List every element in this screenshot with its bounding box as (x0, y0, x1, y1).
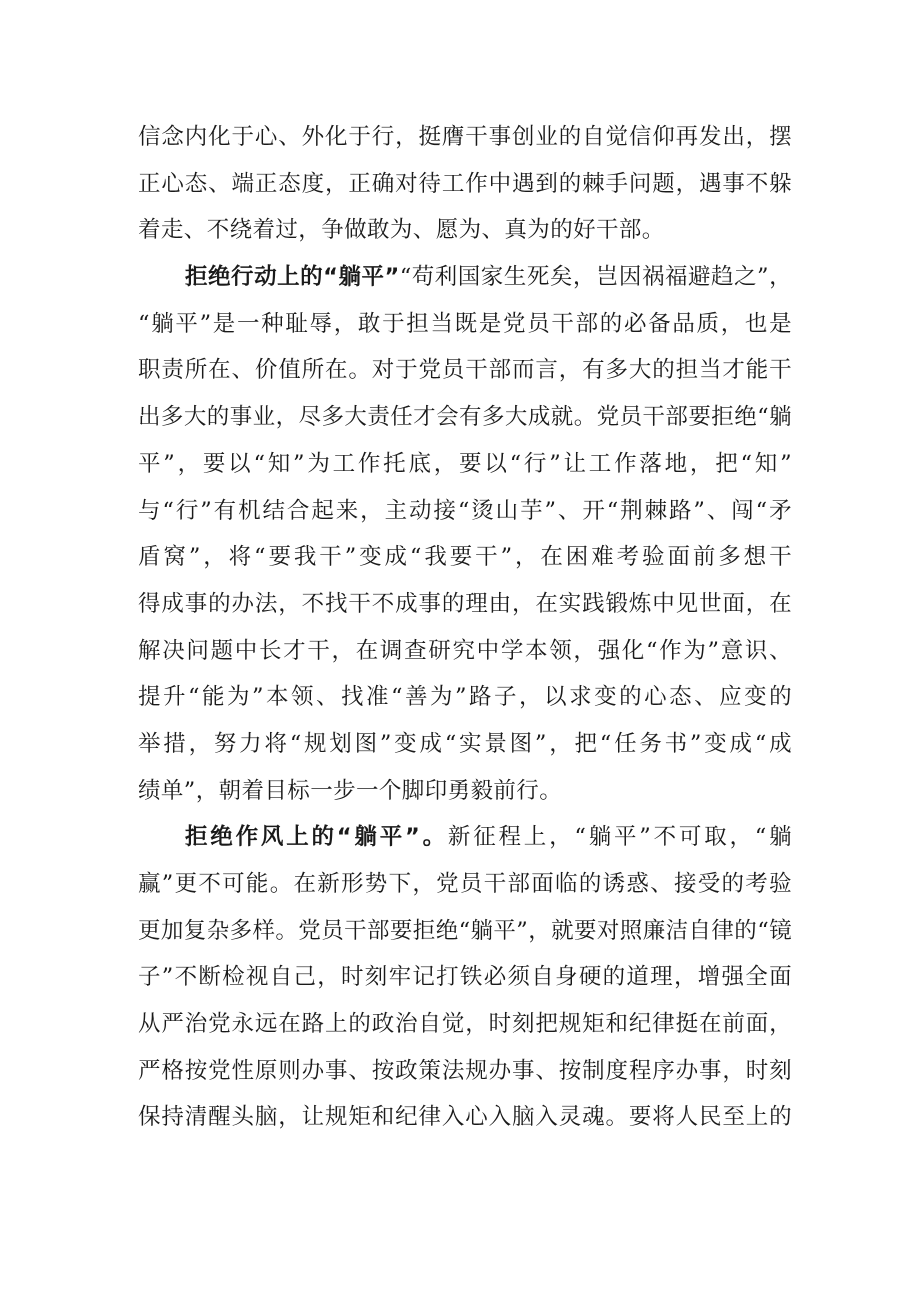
text-line: 严格按党性原则办事、按政策法规办事、按制度程序办事，时刻 (138, 1057, 792, 1084)
text-line: 平”，要以“知”为工作托底，要以“行”让工作落地，把“知” (138, 450, 792, 477)
section-heading: 拒绝行动上的“躺平” (185, 264, 400, 291)
text-line: 得成事的办法，不找干不成事的理由，在实践锻炼中见世面，在 (138, 590, 792, 617)
text-line: 着走、不绕着过，争做敢为、愿为、真为的好干部。 (138, 217, 665, 244)
text-line: 与“行”有机结合起来，主动接“烫山芋”、开“荆棘路”、闯“矛 (138, 497, 792, 524)
text-line: 更加复杂多样。党员干部要拒绝“躺平”，就要对照廉洁自律的“镜 (138, 917, 793, 944)
text-line: 子”不断检视自己，时刻牢记打铁必须自身硬的道理，增强全面 (138, 964, 792, 991)
text-line: 盾窝”，将“要我干”变成“我要干”，在困难考验面前多想干 (138, 544, 792, 571)
document-body (138, 114, 792, 1141)
text-line: 出多大的事业，尽多大责任才会有多大成就。党员干部要拒绝“躺 (138, 404, 792, 431)
text-line: 赢”更不可能。在新形势下，党员干部面临的诱惑、接受的考验 (138, 871, 792, 897)
text-line: “躺平”是一种耻辱，敢于担当既是党员干部的必备品质，也是 (138, 310, 792, 337)
text-line: 从严治党永远在路上的政治自觉，时刻把规矩和纪律挺在前面， (138, 1011, 792, 1038)
text-line: 保持清醒头脑，让规矩和纪律入心入脑入灵魂。要将人民至上的 (138, 1104, 792, 1131)
paragraph-1 (138, 114, 792, 254)
text-line: 提升“能为”本领、找准“善为”路子，以求变的心态、应变的 (138, 684, 792, 711)
text-line: 绩单”，朝着目标一步一个脚印勇毅前行。 (138, 777, 563, 804)
text-line: 举措，努力将“规划图”变成“实景图”，把“任务书”变成“成 (138, 730, 792, 757)
text-line: 职责所在、价值所在。对于党员干部而言，有多大的担当才能干 (138, 357, 792, 384)
text-line: 拒绝作风上的“躺平”。新征程上，“躺平”不可取，“躺 (185, 824, 792, 851)
paragraph-2 (138, 254, 792, 814)
paragraph-3 (138, 814, 792, 1141)
text-line: 正心态、端正态度，正确对待工作中遇到的棘手问题，遇事不躲 (138, 170, 792, 197)
text-line: 拒绝行动上的“躺平”“苟利国家生死矣，岂因祸福避趋之”， (185, 264, 792, 291)
section-heading: 拒绝作风上的“躺平”。 (185, 824, 448, 851)
text-line: 解决问题中长才干，在调查研究中学本领，强化“作为”意识、 (138, 637, 792, 664)
text-line: 信念内化于心、外化于行，挺膺干事创业的自觉信仰再发出，摆 (138, 124, 792, 150)
